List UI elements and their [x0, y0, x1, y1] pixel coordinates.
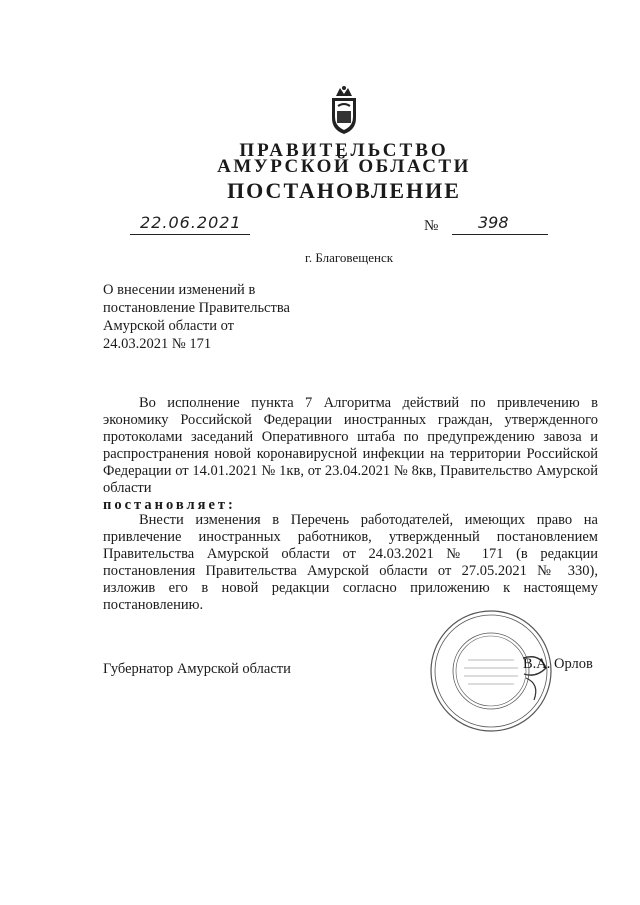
preamble-paragraph: [103, 395, 598, 497]
paragraph-line: протоколами заседаний Оперативного штаба по предупреждению завоза и: [103, 429, 598, 445]
signer-position: Губернатор Амурской области: [103, 661, 291, 677]
subject-line: постановление Правительства: [103, 300, 290, 316]
paragraph-line: экономику Российской Федерации иностранных граждан, утвержденного: [103, 412, 598, 428]
decision-paragraph: [103, 512, 598, 614]
paragraph-line: изложив его в новой редакции согласно приложению к настоящему: [103, 580, 598, 596]
paragraph-line: Правительства Амурской области от 24.03.2021 № 171 (в редакции: [103, 546, 598, 562]
government-name-line2: АМУРСКОЙ ОБЛАСТИ: [217, 156, 471, 177]
document-date: 22.06.2021: [140, 213, 242, 232]
paragraph-line: привлечение иностранных работников, утвержденный постановлением: [103, 529, 598, 545]
coat-of-arms-emblem: [324, 84, 364, 136]
decree-word: постановляет:: [103, 497, 236, 513]
paragraph-line: распространения новой коронавирусной инфекции на территории Российской: [103, 446, 598, 462]
subject-line: 24.03.2021 № 171: [103, 336, 212, 352]
paragraph-line: области: [103, 480, 152, 496]
document-subject: [103, 281, 290, 353]
number-sign: №: [424, 218, 439, 234]
paragraph-line: Федерации от 14.01.2021 № 1кв, от 23.04.2021 № 8кв, Правительство Амурской: [103, 463, 598, 479]
document-type-title: ПОСТАНОВЛЕНИЕ: [227, 178, 461, 203]
city-label: г. Благовещенск: [304, 250, 394, 265]
paragraph-line: Внести изменения в Перечень работодателей, имеющих право на: [139, 512, 598, 528]
paragraph-line: постановления Правительства Амурской области от 27.05.2021 № 330),: [103, 563, 598, 579]
subject-line: О внесении изменений в: [103, 282, 256, 298]
government-name-line1: ПРАВИТЕЛЬСТВО: [239, 140, 449, 161]
signer-name: В.А. Орлов: [523, 656, 593, 672]
paragraph-line: постановлению.: [103, 597, 204, 613]
paragraph-line: Во исполнение пункта 7 Алгоритма действий по привлечению в: [139, 395, 598, 411]
subject-line: Амурской области от: [103, 318, 235, 334]
document-number: 398: [478, 213, 509, 232]
